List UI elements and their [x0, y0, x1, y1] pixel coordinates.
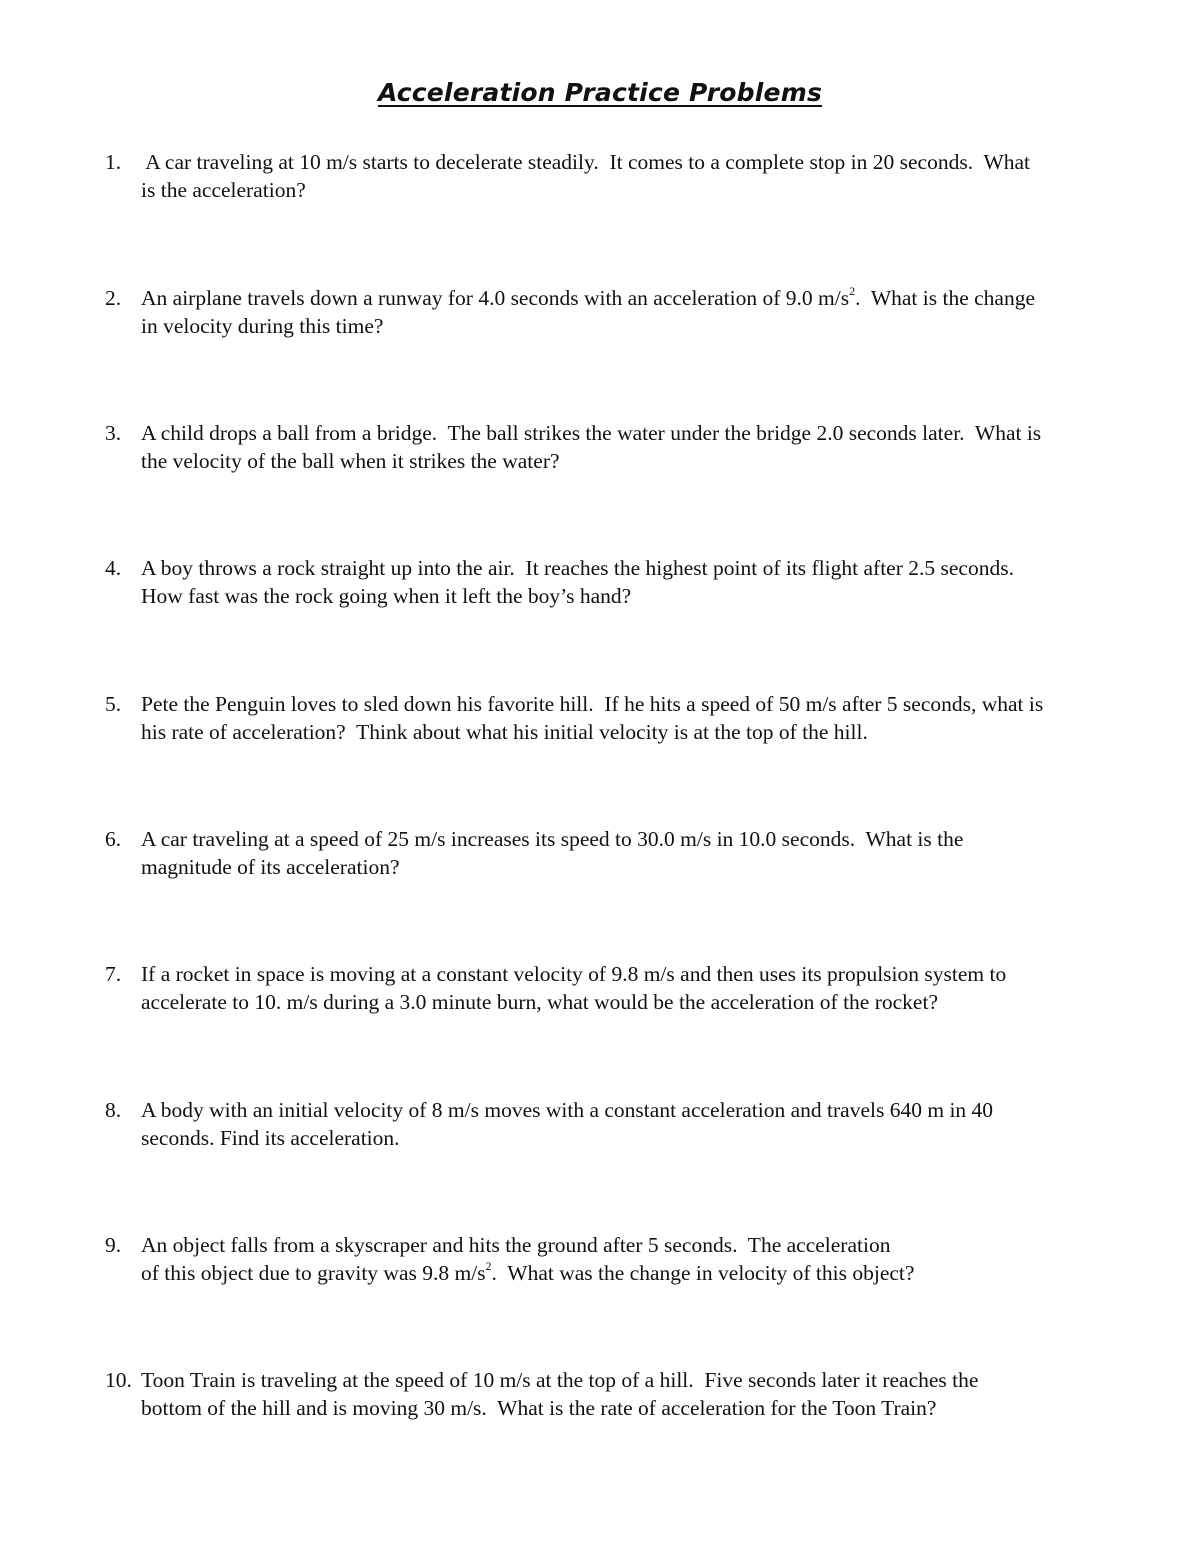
problem-text: [141, 1366, 1150, 1422]
superscript: 2: [485, 1258, 492, 1273]
problem-line: seconds. Find its acceleration.: [141, 1126, 400, 1150]
problem-line: A boy throws a rock straight up into the air. It reaches the highest point of its flight after 2.5 seconds.: [141, 556, 1014, 580]
problem-line: accelerate to 10. m/s during a 3.0 minute burn, what would be the acceleration of the rocket?: [141, 990, 938, 1014]
superscript: 2: [849, 283, 856, 298]
problem-line: If a rocket in space is moving at a constant velocity of 9.8 m/s and then uses its propulsion system to: [141, 962, 1007, 986]
problem-text-part: . What is the change: [855, 286, 1035, 310]
problem-line: bottom of the hill and is moving 30 m/s. What is the rate of acceleration for the Toon Train?: [141, 1396, 937, 1420]
problem-line: A car traveling at a speed of 25 m/s increases its speed to 30.0 m/s in 10.0 seconds. What is the: [141, 827, 964, 851]
problem-1: [105, 148, 1150, 204]
problem-line: is the acceleration?: [141, 178, 306, 202]
problem-line: magnitude of its acceleration?: [141, 855, 400, 879]
problem-number: 3.: [105, 421, 122, 445]
problem-line: A body with an initial velocity of 8 m/s moves with a constant acceleration and travels 640 m in 40: [141, 1098, 994, 1122]
page-title: Acceleration Practice Problems: [377, 78, 823, 107]
problem-line: Pete the Penguin loves to sled down his favorite hill. If he hits a speed of 50 m/s after 5 seconds, what is: [141, 692, 1044, 716]
problem-line: A car traveling at 10 m/s starts to decelerate steadily. It comes to a complete stop in 20 seconds. What: [141, 150, 1031, 174]
problem-text-part: . What was the change in velocity of this object?: [491, 1261, 915, 1285]
problem-2: [105, 284, 1150, 340]
problem-9: [105, 1231, 1150, 1287]
problem-4: [105, 554, 1150, 610]
problem-text: [141, 554, 1150, 610]
problem-number: 5.: [105, 692, 122, 716]
problem-number: 1.: [105, 150, 122, 174]
problem-text: [141, 960, 1150, 1016]
problem-line: [141, 1259, 1150, 1287]
problem-6: [105, 825, 1150, 881]
problem-text: [141, 1096, 1150, 1152]
problem-text: [141, 419, 1150, 475]
problem-text-part: of this object due to gravity was 9.8 m/s: [141, 1261, 486, 1285]
problem-number: 10.: [105, 1368, 132, 1392]
problem-7: [105, 960, 1150, 1016]
problem-number: 8.: [105, 1098, 122, 1122]
problem-text: [141, 825, 1150, 881]
problem-3: [105, 419, 1150, 475]
problem-line: An object falls from a skyscraper and hits the ground after 5 seconds. The acceleration: [141, 1233, 891, 1257]
problem-line: How fast was the rock going when it left the boy’s hand?: [141, 584, 632, 608]
problem-text: [141, 284, 1150, 340]
problem-number: 4.: [105, 556, 122, 580]
problem-line: the velocity of the ball when it strikes the water?: [141, 449, 560, 473]
problem-text: [141, 148, 1150, 204]
problem-number: 2.: [105, 286, 122, 310]
problem-line: A child drops a ball from a bridge. The ball strikes the water under the bridge 2.0 seconds later. What is: [141, 421, 1042, 445]
problem-text: [141, 690, 1150, 746]
problem-line: his rate of acceleration? Think about what his initial velocity is at the top of the hill.: [141, 720, 868, 744]
problem-line: Toon Train is traveling at the speed of 10 m/s at the top of a hill. Five seconds later it reaches the: [141, 1368, 979, 1392]
problem-number: 7.: [105, 962, 122, 986]
problem-number: 9.: [105, 1233, 122, 1257]
problem-text-part: An airplane travels down a runway for 4.0 seconds with an acceleration of 9.0 m/s: [141, 286, 850, 310]
problem-10: [105, 1366, 1150, 1422]
problem-line: [141, 284, 1150, 312]
problem-5: [105, 690, 1150, 746]
problem-number: 6.: [105, 827, 122, 851]
problem-8: [105, 1096, 1150, 1152]
problem-text: [141, 1231, 1150, 1287]
problem-line: in velocity during this time?: [141, 314, 384, 338]
